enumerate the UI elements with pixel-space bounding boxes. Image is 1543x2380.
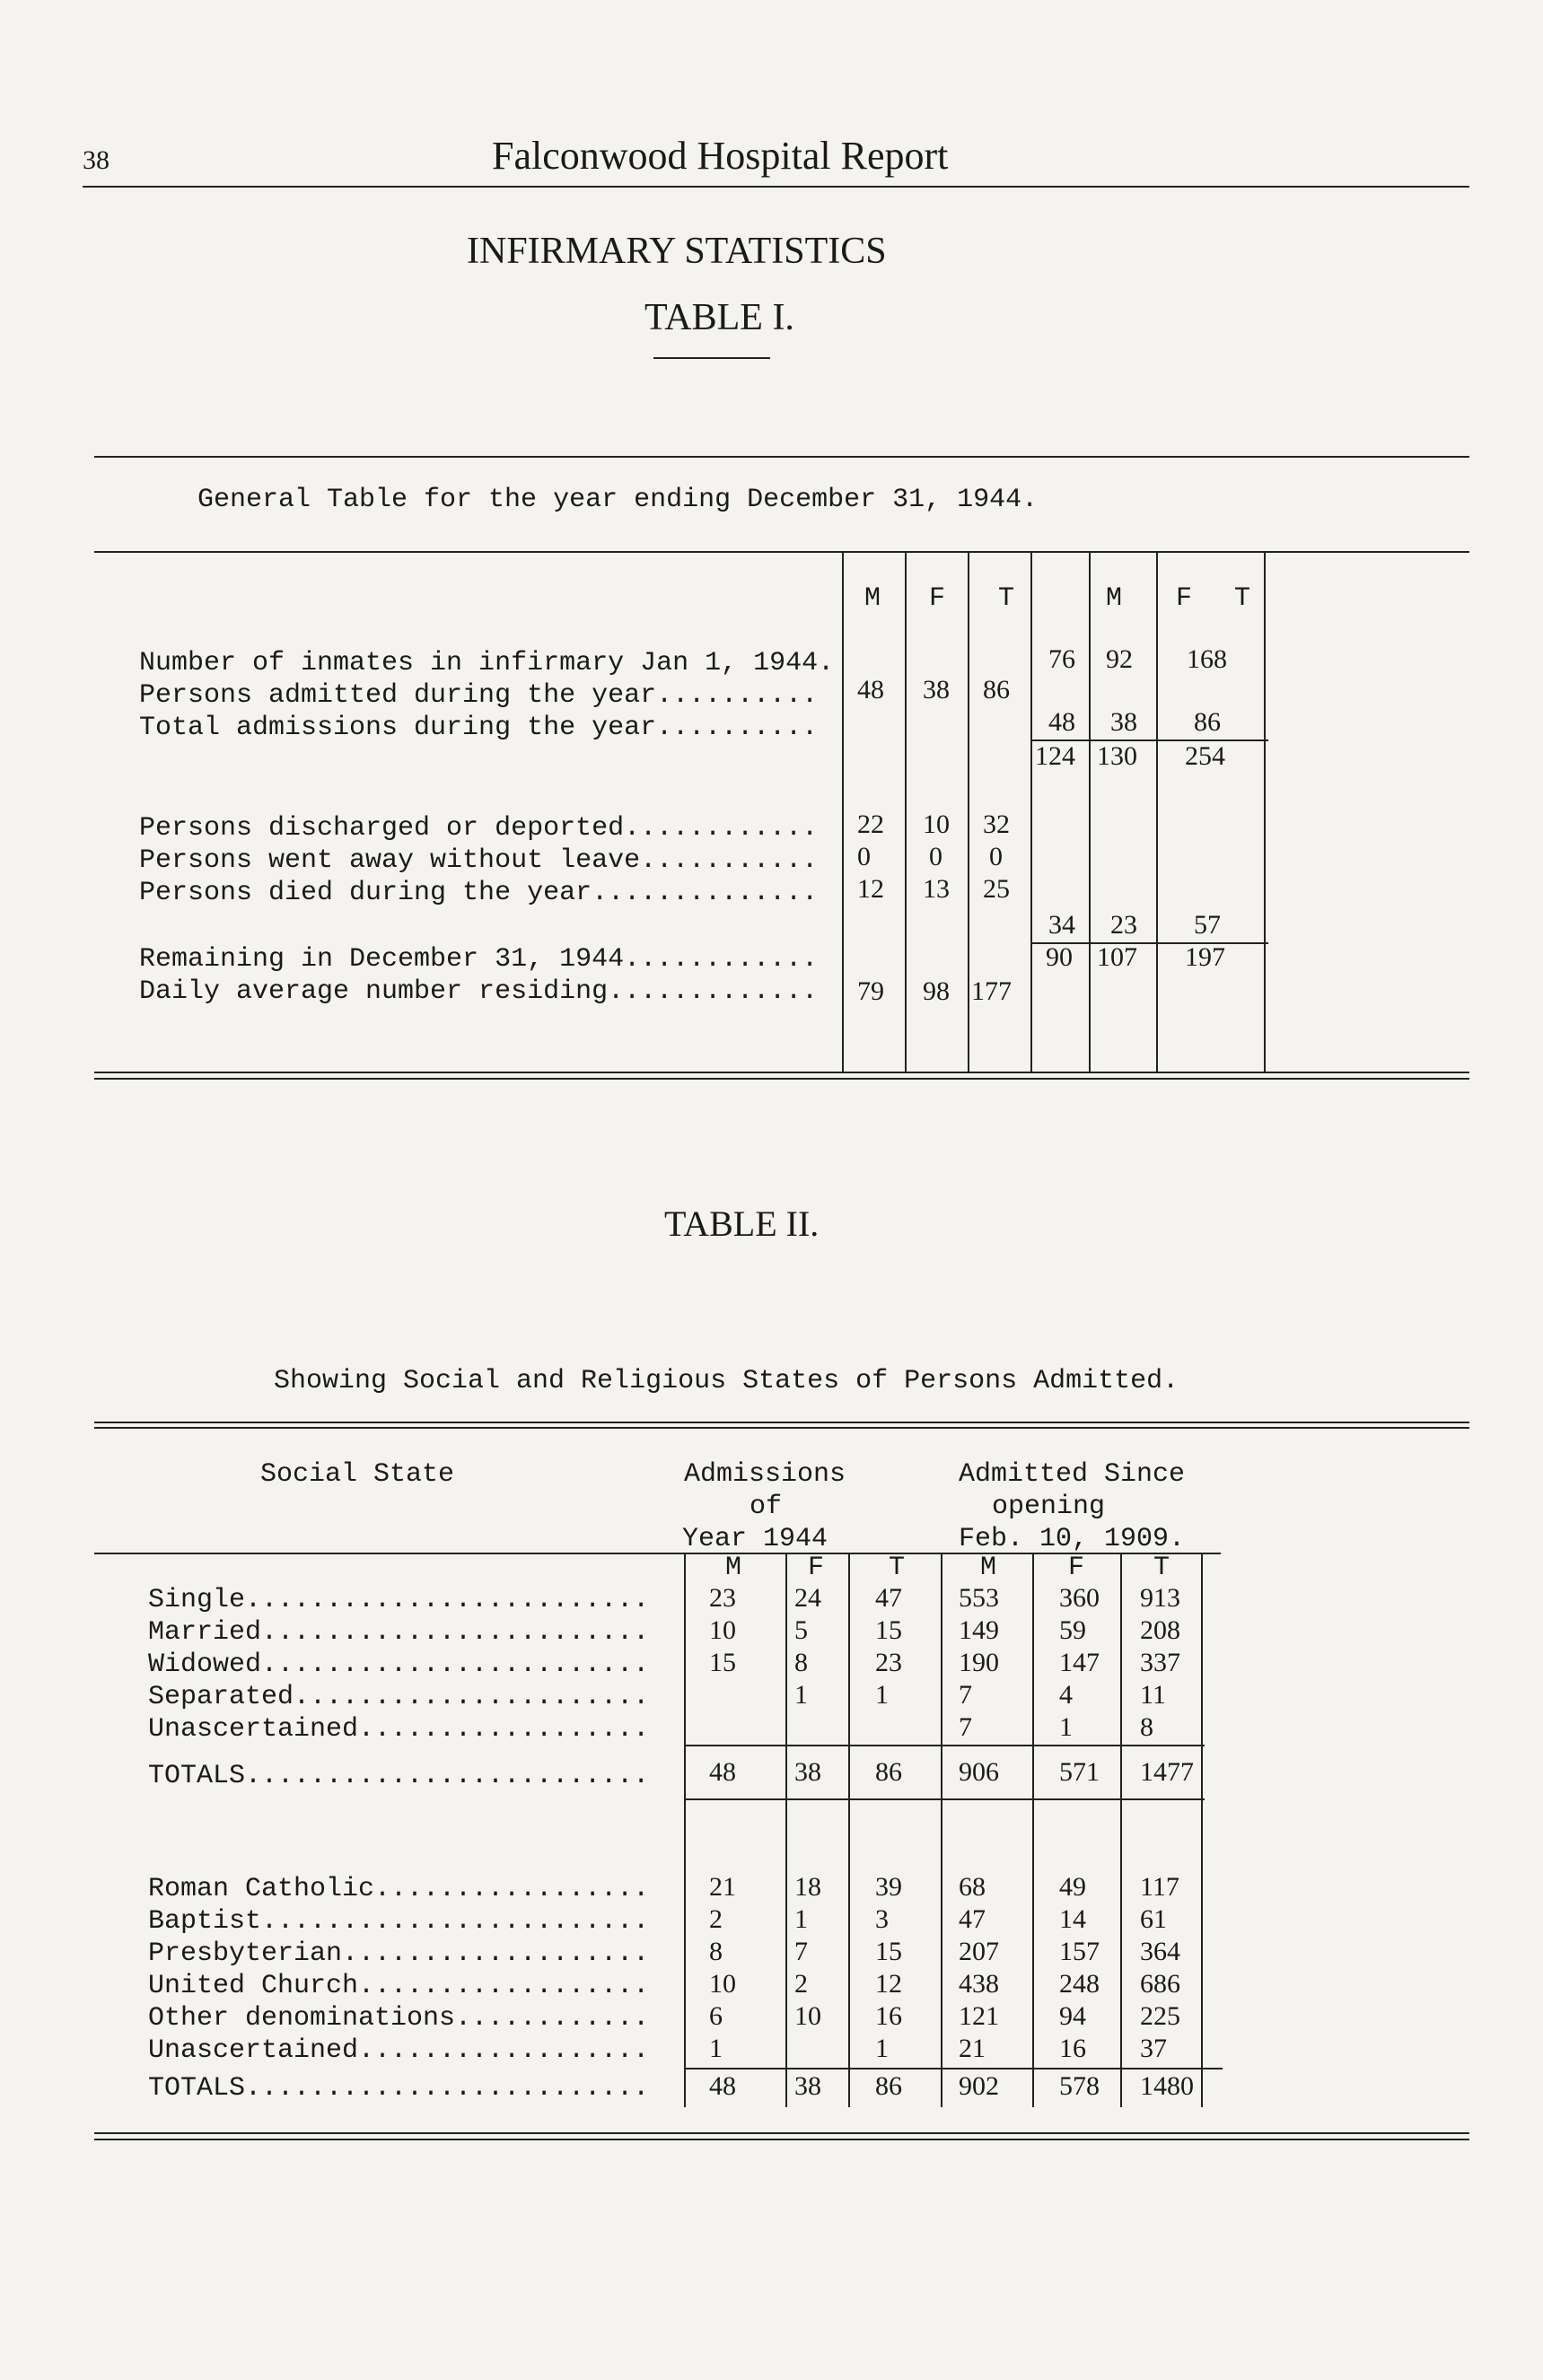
t2-cell: 47 <box>959 1904 986 1934</box>
table1-bottom-rule <box>94 1072 1469 1073</box>
t2-cell: 37 <box>1140 2034 1167 2063</box>
t2-cell: 59 <box>1059 1615 1086 1645</box>
t2-col-since: Admitted Since <box>959 1459 1186 1490</box>
t1-cell: 168 <box>1187 644 1227 674</box>
t1-cell: 76 <box>1048 644 1075 674</box>
t1-cell: 86 <box>1194 707 1221 737</box>
t2-cell: 11 <box>1140 1680 1166 1710</box>
t2-cell: 7 <box>794 1937 808 1966</box>
t2-cell: 553 <box>959 1583 999 1613</box>
t2-cell: 3 <box>875 1904 889 1934</box>
t2-col-t2: T <box>1153 1553 1170 1583</box>
t2-cell: 1 <box>794 1680 808 1710</box>
table2-bottom-rule <box>94 2132 1469 2134</box>
t2-cell: 61 <box>1140 1904 1167 1934</box>
t2-row-label: United Church.................. <box>148 1971 650 2001</box>
t2-cell: 8 <box>709 1937 723 1966</box>
t2-cell: 15 <box>875 1937 902 1966</box>
t2-col-f2: F <box>1068 1553 1085 1583</box>
header-rule <box>83 186 1469 188</box>
t2-totals-label: TOTALS......................... <box>148 1761 650 1791</box>
t2-col-admissions: Year 1944 <box>682 1524 828 1554</box>
t2-cell: 21 <box>709 1872 736 1902</box>
t2-cell: 1480 <box>1140 2071 1194 2101</box>
t1-cell: 48 <box>1048 707 1075 737</box>
table2-bottom-rule2 <box>94 2139 1469 2140</box>
t1-cell: 92 <box>1106 644 1133 674</box>
t1-col-f2: F <box>1176 583 1193 614</box>
t2-cell: 208 <box>1140 1615 1180 1645</box>
t2-col-admissions: of <box>750 1492 783 1522</box>
t2-cell: 38 <box>794 2071 821 2101</box>
t2-cell: 7 <box>959 1712 972 1742</box>
t2-cell: 1 <box>1059 1712 1073 1742</box>
t2-cell: 147 <box>1059 1648 1100 1677</box>
t2-cell: 7 <box>959 1680 972 1710</box>
t2-cell: 360 <box>1059 1583 1100 1613</box>
t2-cell: 149 <box>959 1615 999 1645</box>
t2-cell: 8 <box>1140 1712 1153 1742</box>
t2-row-label: Separated...................... <box>148 1682 650 1712</box>
t1-vline <box>842 551 844 1072</box>
t2-row-label: Unascertained.................. <box>148 2035 650 2066</box>
t1-row-label: Persons admitted during the year.......... <box>139 680 819 711</box>
table1-bottom-rule2 <box>94 1078 1469 1080</box>
t2-cell: 248 <box>1059 1969 1100 1999</box>
main-heading: INFIRMARY STATISTICS <box>467 231 887 272</box>
t1-cell: 57 <box>1194 910 1221 940</box>
t2-row-label: Roman Catholic................. <box>148 1874 650 1904</box>
t2-cell: 1 <box>875 2034 889 2063</box>
t1-vline <box>1030 551 1032 1072</box>
t2-col-social-state: Social State <box>260 1459 455 1490</box>
t2-col-f: F <box>808 1553 825 1583</box>
t2-social-total-rule2 <box>684 1798 1205 1800</box>
t1-cell: 107 <box>1097 942 1137 972</box>
t1-cell: 38 <box>1110 707 1137 737</box>
t2-cell: 207 <box>959 1937 999 1966</box>
t2-cell: 1 <box>709 2034 723 2063</box>
t2-cell: 337 <box>1140 1648 1180 1677</box>
t2-row-label: Unascertained.................. <box>148 1714 650 1745</box>
t2-col-m: M <box>725 1553 742 1583</box>
t2-cell: 10 <box>794 2001 821 2031</box>
title-underline <box>653 357 770 359</box>
t2-cell: 121 <box>959 2001 999 2031</box>
t1-vline <box>905 551 907 1072</box>
t2-vline <box>941 1553 942 2107</box>
t1-cell: 12 <box>857 874 884 904</box>
t2-cell: 906 <box>959 1757 999 1787</box>
t2-cell: 578 <box>1059 2071 1100 2101</box>
t2-cell: 1 <box>875 1680 889 1710</box>
t2-header-rule <box>94 1553 1221 1554</box>
t1-vline <box>968 551 969 1072</box>
t1-cell: 13 <box>923 874 950 904</box>
t2-cell: 16 <box>1059 2034 1086 2063</box>
t2-cell: 15 <box>709 1648 736 1677</box>
t1-row-label: Remaining in December 31, 1944............ <box>139 944 819 975</box>
t2-cell: 225 <box>1140 2001 1180 2031</box>
t2-row-label: Widowed........................ <box>148 1649 650 1680</box>
t2-cell: 39 <box>875 1872 902 1902</box>
t2-cell: 21 <box>959 2034 986 2063</box>
t1-cell: 22 <box>857 809 884 839</box>
t2-cell: 48 <box>709 1757 736 1787</box>
t1-cell: 98 <box>923 976 950 1006</box>
t2-vline <box>848 1553 850 2107</box>
t1-row-label: Persons died during the year.............. <box>139 878 819 908</box>
t2-cell: 364 <box>1140 1937 1180 1966</box>
t2-cell: 2 <box>794 1969 808 1999</box>
t1-cell: 0 <box>857 842 871 871</box>
t1-col-t: T <box>998 583 1015 614</box>
t1-cell: 10 <box>923 809 950 839</box>
t2-cell: 15 <box>875 1615 902 1645</box>
t2-cell: 686 <box>1140 1969 1180 1999</box>
table2-top-rule <box>94 1422 1469 1423</box>
t2-col-since: Feb. 10, 1909. <box>959 1524 1186 1554</box>
t2-row-label: Single......................... <box>148 1585 650 1615</box>
t2-cell: 157 <box>1059 1937 1100 1966</box>
t2-cell: 86 <box>875 1757 902 1787</box>
t2-vline <box>1120 1553 1122 2107</box>
t2-col-since: opening <box>992 1492 1106 1522</box>
t2-cell: 8 <box>794 1648 808 1677</box>
t2-cell: 94 <box>1059 2001 1086 2031</box>
t1-row-label: Persons went away without leave........... <box>139 845 819 876</box>
t2-cell: 6 <box>709 2001 723 2031</box>
t2-cell: 10 <box>709 1615 736 1645</box>
t2-cell: 48 <box>709 2071 736 2101</box>
t1-cell: 90 <box>1046 942 1073 972</box>
t2-totals-label: TOTALS......................... <box>148 2073 650 2104</box>
t1-cell: 0 <box>929 842 942 871</box>
t1-col-m2: M <box>1106 583 1123 614</box>
t2-cell: 23 <box>875 1648 902 1677</box>
table2-top-rule2 <box>94 1427 1469 1429</box>
t1-vline <box>1264 551 1266 1072</box>
t1-vline <box>1089 551 1091 1072</box>
t1-cell: 130 <box>1097 741 1137 771</box>
t1-cell: 34 <box>1048 910 1075 940</box>
t2-vline <box>785 1553 787 2107</box>
t1-cell: 254 <box>1185 741 1225 771</box>
t2-cell: 18 <box>794 1872 821 1902</box>
t1-cell: 177 <box>971 976 1012 1006</box>
t2-col-m2: M <box>980 1553 997 1583</box>
t2-cell: 24 <box>794 1583 821 1613</box>
t2-row-label: Other denominations............ <box>148 2003 650 2034</box>
table1-title: TABLE I. <box>644 297 794 338</box>
t2-cell: 190 <box>959 1648 999 1677</box>
t1-cell: 79 <box>857 976 884 1006</box>
t1-row-label: Total admissions during the year.......... <box>139 713 819 743</box>
running-title: Falconwood Hospital Report <box>492 134 949 178</box>
table2-title: TABLE II. <box>664 1203 820 1244</box>
t2-cell: 4 <box>1059 1680 1073 1710</box>
t1-cell: 38 <box>923 675 950 704</box>
t1-cell: 124 <box>1035 741 1075 771</box>
t2-cell: 38 <box>794 1757 821 1787</box>
t2-cell: 2 <box>709 1904 723 1934</box>
t2-row-label: Married........................ <box>148 1617 650 1648</box>
t2-vline <box>1032 1553 1034 2107</box>
table1-top-rule <box>94 456 1469 458</box>
t2-religion-total-rule <box>684 2068 1223 2069</box>
t2-cell: 1477 <box>1140 1757 1194 1787</box>
t2-cell: 49 <box>1059 1872 1086 1902</box>
t2-cell: 913 <box>1140 1583 1180 1613</box>
t1-cell: 48 <box>857 675 884 704</box>
t1-cell: 32 <box>983 809 1010 839</box>
t1-vline <box>1156 551 1158 1072</box>
t1-col-m: M <box>864 583 881 614</box>
t1-col-t2: T <box>1234 583 1251 614</box>
t2-cell: 1 <box>794 1904 808 1934</box>
t2-cell: 571 <box>1059 1757 1100 1787</box>
t2-cell: 16 <box>875 2001 902 2031</box>
t1-cell: 0 <box>989 842 1003 871</box>
t2-cell: 10 <box>709 1969 736 1999</box>
t1-col-f: F <box>929 583 946 614</box>
t1-cell: 197 <box>1185 942 1225 972</box>
table2-caption: Showing Social and Religious States of Persons Admitted. <box>274 1366 1179 1396</box>
t2-vline <box>1201 1553 1203 2107</box>
t2-cell: 14 <box>1059 1904 1086 1934</box>
t1-row-label: Daily average number residing............. <box>139 976 819 1007</box>
t2-cell: 86 <box>875 2071 902 2101</box>
t2-cell: 117 <box>1140 1872 1179 1902</box>
t2-cell: 12 <box>875 1969 902 1999</box>
t2-cell: 23 <box>709 1583 736 1613</box>
t2-cell: 68 <box>959 1872 986 1902</box>
page-number: 38 <box>83 145 110 175</box>
t1-row-label: Number of inmates in infirmary Jan 1, 1944. <box>139 648 835 678</box>
t2-cell: 47 <box>875 1583 902 1613</box>
t2-col-admissions: Admissions <box>684 1459 846 1490</box>
t2-cell: 902 <box>959 2071 999 2101</box>
t2-row-label: Presbyterian................... <box>148 1938 650 1969</box>
t1-cell: 23 <box>1110 910 1137 940</box>
t1-cell: 25 <box>983 874 1010 904</box>
t2-cell: 5 <box>794 1615 808 1645</box>
t1-row-label: Persons discharged or deported............ <box>139 813 819 844</box>
t2-vline <box>684 1553 686 2107</box>
t2-col-t: T <box>889 1553 906 1583</box>
t2-cell: 438 <box>959 1969 999 1999</box>
table1-caption: General Table for the year ending December 31, 1944. <box>197 485 1039 515</box>
t1-cell: 86 <box>983 675 1010 704</box>
t2-row-label: Baptist........................ <box>148 1906 650 1937</box>
t2-social-total-rule <box>684 1745 1205 1746</box>
